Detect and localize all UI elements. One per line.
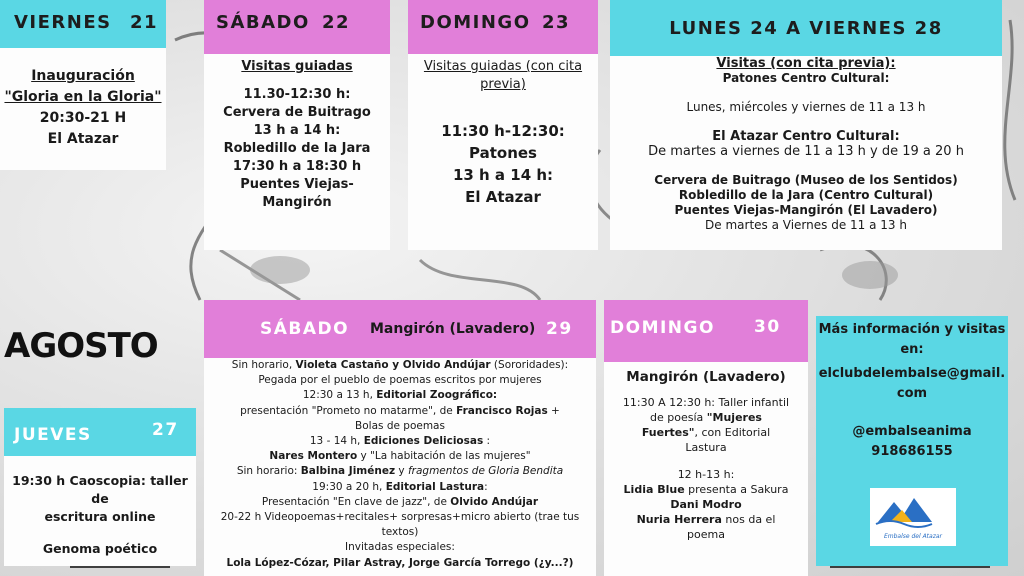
sabado22-header (204, 0, 390, 54)
sabado29-row: Invitadas especiales: (345, 541, 455, 554)
sabado29-row: 13 - 14 h, Ediciones Deliciosas : (309, 435, 491, 448)
lunes-patones-title: Patones Centro Cultural: (722, 71, 890, 85)
sabado29-row: Presentación "En clave de jazz", de Olvido Andújar (261, 495, 539, 508)
sabado29-row: Lola López-Cózar, Pilar Astray, Jorge García Torrego (¿y...?) (226, 556, 574, 569)
sabado29-row: Sin horario, Violeta Castaño y Olvido Andújar (Sororidades): (231, 359, 569, 371)
lunes-title: Visitas (con cita previa): (716, 56, 896, 71)
sabado29-row: Bolas de poemas (355, 419, 445, 432)
domingo23-line: 11:30 h-12:30: (441, 122, 565, 140)
lunes-atazar-title: El Atazar Centro Cultural: (712, 129, 900, 144)
logo-mark-icon (870, 488, 956, 546)
info-line2: en: (900, 342, 924, 357)
lunes-atazar-time: De martes a viernes de 11 a 13 h y de 19 a 20 h (648, 144, 964, 159)
sabado29-place: Mangirón (Lavadero) (370, 321, 536, 337)
sabado22-line: 13 h a 14 h: (253, 123, 341, 138)
domingo30-day: 30 (754, 317, 781, 337)
sabado22-line: Puentes Viejas- (240, 177, 354, 192)
lunes-others-time: De martes a Viernes de 11 a 13 h (705, 218, 907, 232)
logo (870, 488, 956, 546)
sabado29-card (204, 358, 596, 576)
sabado29-row: 12:30 a 13 h, Editorial Zoográfico: (302, 389, 498, 402)
sabado29-day: 29 (546, 319, 573, 339)
domingo30-place: Mangirón (Lavadero) (626, 369, 786, 385)
domingo23-label: DOMINGO (420, 12, 531, 33)
viernes-subtitle: "Gloria en la Gloria" (4, 89, 162, 105)
viernes-card (0, 48, 166, 170)
sabado22-title: Visitas guiadas (241, 59, 353, 74)
info-email[interactable]: elclubdelembalse@gmail. com (818, 366, 1006, 401)
viernes-time: 20:30-21 H (39, 110, 127, 126)
sabado22-card (204, 54, 390, 250)
sabado29-row: Sin horario: Balbina Jiménez y fragmentos de Gloria Bendita (236, 465, 564, 478)
sabado29-row: 19:30 a 20 h, Editorial Lastura: (312, 480, 488, 493)
jueves-card (4, 456, 196, 566)
domingo30-row: Dani Modro (670, 498, 742, 511)
info-card (816, 316, 1008, 566)
domingo23-card (408, 54, 598, 250)
sabado22-line: 17:30 h a 18:30 h (232, 159, 362, 174)
viernes-header (0, 0, 166, 48)
info-line1: Más información y visitas (818, 322, 1006, 337)
domingo23-line: El Atazar (465, 188, 541, 206)
sabado22-line: Mangirón (262, 195, 332, 210)
sabado29-row: presentación "Prometo no matarme", de Francisco Rojas + (240, 404, 560, 417)
jueves-line2: escritura online (44, 509, 156, 524)
info-handle[interactable]: @embalseanima (852, 424, 972, 439)
domingo30-row: 11:30 A 12:30 h: Taller infantil (622, 396, 790, 409)
domingo23-title-1: Visitas guiadas (con cita (423, 59, 583, 74)
logo-text: Embalse del Atazar (883, 533, 943, 540)
sabado29-row: textos) (381, 526, 419, 539)
info-phone[interactable]: 918686155 (871, 444, 953, 459)
sabado29-row: Nares Montero y "La habitación de las mujeres" (269, 450, 531, 463)
jueves-line3: Genoma poético (42, 541, 158, 556)
domingo30-row: Lastura (685, 441, 727, 454)
domingo30-row: Nuria Herrera nos da el (636, 513, 776, 526)
lunes-card (610, 56, 1002, 250)
domingo30-header (604, 300, 808, 362)
sabado22-day: 22 (322, 12, 351, 33)
domingo23-day: 23 (542, 12, 571, 33)
domingo30-label: DOMINGO (610, 318, 715, 338)
lunes-other: Puentes Viejas-Mangirón (El Lavadero) (674, 203, 938, 217)
domingo30-row: de poesía "Mujeres (650, 411, 762, 424)
lunes-header (610, 0, 1002, 56)
domingo30-row: Fuertes", con Editorial (641, 426, 771, 439)
lunes-other: Cervera de Buitrago (Museo de los Sentidos) (654, 173, 958, 187)
domingo30-card (604, 362, 808, 576)
domingo23-header (408, 0, 598, 54)
jueves-header (4, 408, 196, 456)
jueves-label: JUEVES (14, 425, 92, 445)
domingo23-line: 13 h a 14 h: (452, 166, 554, 184)
domingo23-title-2: previa) (480, 77, 526, 92)
lunes-patones-time: Lunes, miércoles y viernes de 11 a 13 h (686, 100, 926, 114)
viernes-label: VIERNES (14, 12, 112, 33)
viernes-day: 21 (130, 12, 159, 33)
sabado22-line: Robledillo de la Jara (223, 141, 371, 156)
sabado22-label: SÁBADO (216, 12, 310, 33)
sabado29-row: Pegada por el pueblo de poemas escritos por mujeres (258, 374, 542, 387)
sabado29-header (204, 300, 596, 358)
sabado29-label: SÁBADO (260, 319, 350, 339)
sabado29-row: 20-22 h Videopoemas+recitales+ sorpresas+micro abierto (trae tus (220, 511, 580, 524)
domingo30-row: poema (687, 528, 725, 541)
sabado22-line: Cervera de Buitrago (223, 105, 371, 120)
domingo23-line: Patones (469, 144, 537, 162)
domingo30-row: Lidia Blue presenta a Sakura (623, 483, 789, 496)
lunes-other: Robledillo de la Jara (Centro Cultural) (678, 188, 934, 202)
sabado22-line: 11.30-12:30 h: (243, 87, 351, 102)
jueves-day: 27 (152, 420, 179, 440)
jueves-line1: 19:30 h Caoscopia: taller de (12, 473, 188, 506)
viernes-title: Inauguración (31, 68, 135, 84)
month-title: AGOSTO (4, 326, 158, 366)
viernes-place: El Atazar (47, 131, 119, 147)
domingo30-row: 12 h-13 h: (677, 468, 735, 481)
lunes-label: LUNES 24 A VIERNES 28 (669, 17, 943, 39)
